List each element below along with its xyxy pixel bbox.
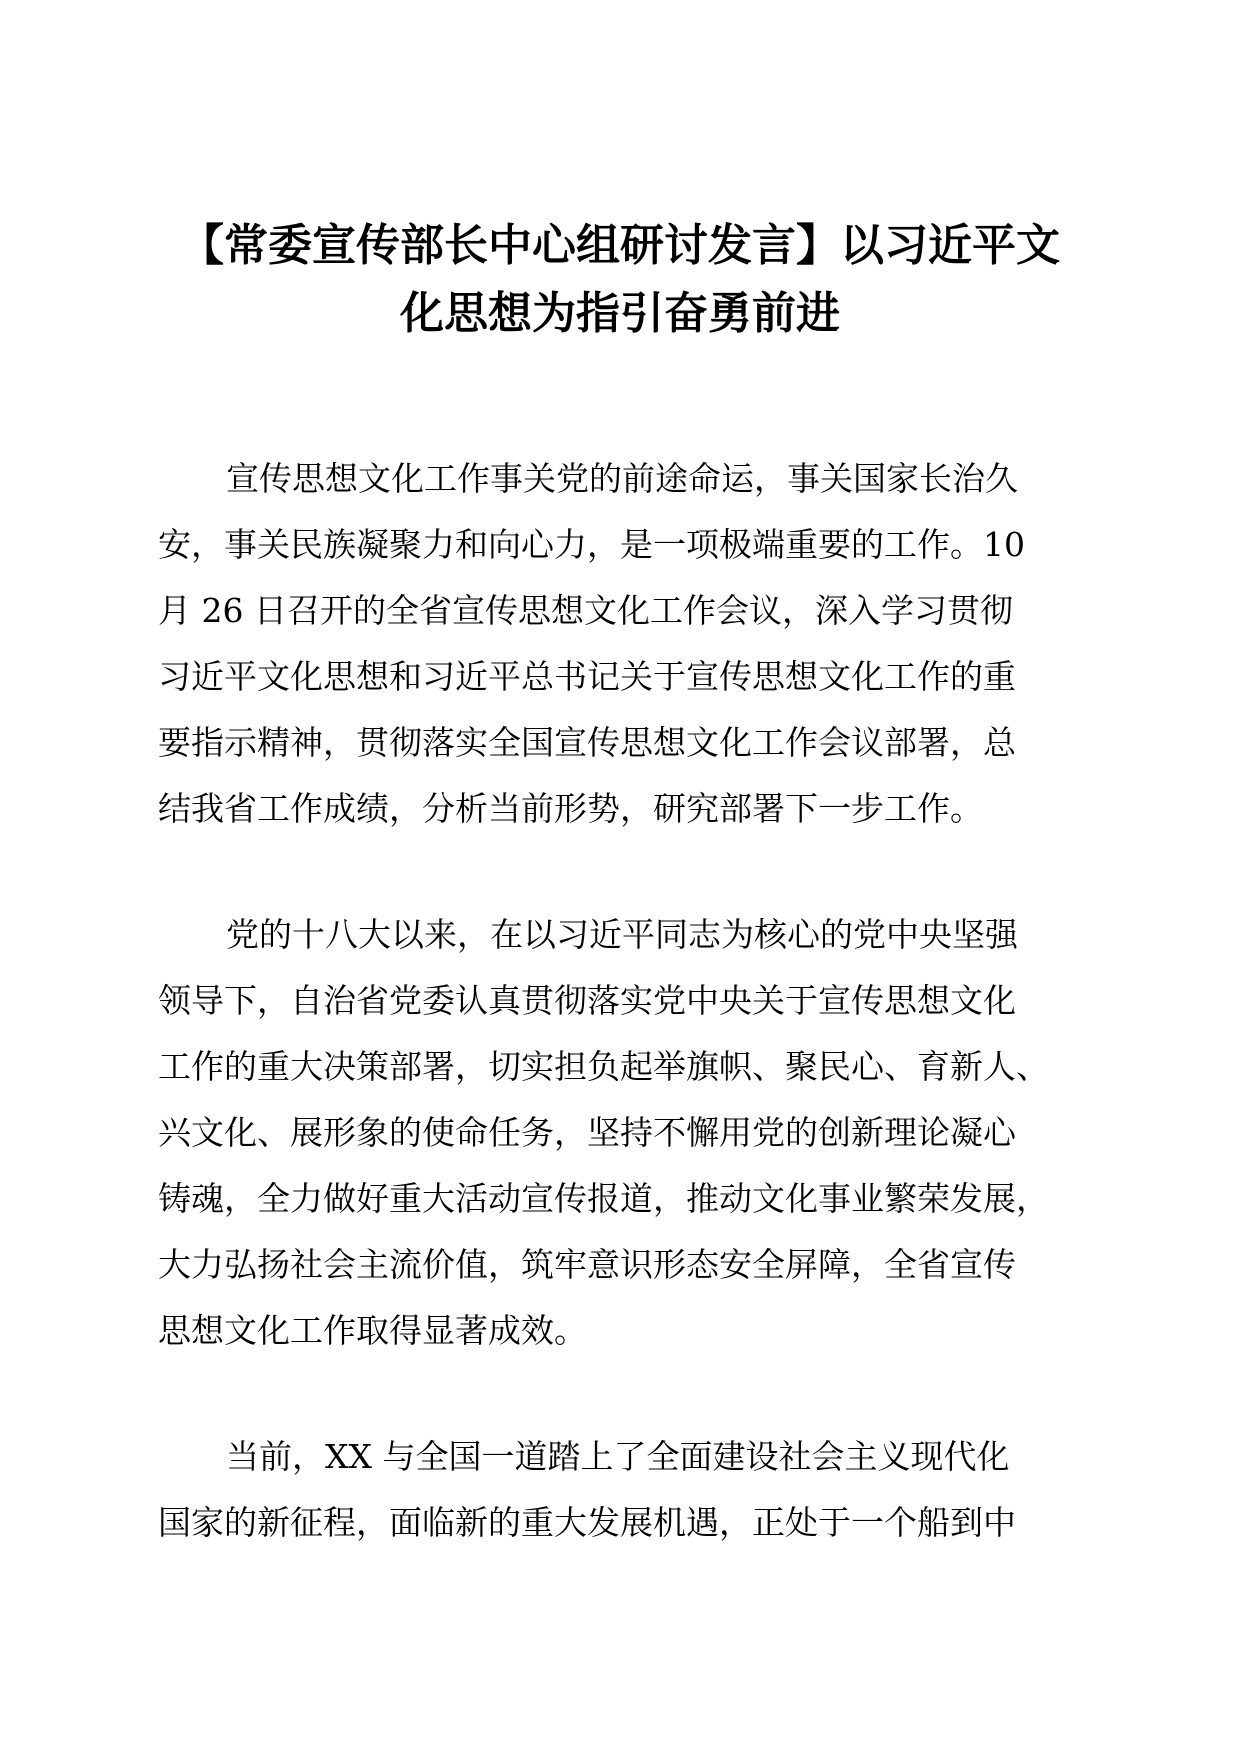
paragraph-line: 结我省工作成绩，分析当前形势，研究部署下一步工作。 — [158, 789, 983, 828]
paragraph-line: 思想文化工作取得显著成效。 — [158, 1311, 587, 1350]
paragraph-line: 习近平文化思想和习近平总书记关于宣传思想文化工作的重 — [158, 657, 1016, 696]
paragraph-line: 要指示精神，贯彻落实全国宣传思想文化工作会议部署，总 — [158, 723, 1016, 762]
paragraph-1 — [158, 446, 1098, 842]
paragraph-line: 安，事关民族凝聚力和向心力，是一项极端重要的工作。10 — [158, 525, 1025, 564]
title-line-1: 【常委宣传部长中心组研讨发言】以习近平文 — [180, 220, 1060, 271]
title-line-2: 化思想为指引奋勇前进 — [400, 288, 840, 339]
document-title — [150, 212, 1090, 348]
paragraph-line: 工作的重大决策部署，切实担负起举旗帜、聚民心、育新人、 — [158, 1047, 1049, 1086]
paragraph-line: 国家的新征程，面临新的重大发展机遇，正处于一个船到中 — [158, 1503, 1016, 1542]
paragraph-line: 月 26 日召开的全省宣传思想文化工作会议，深入学习贯彻 — [158, 591, 1013, 630]
paragraph-line: 大力弘扬社会主流价值，筑牢意识形态安全屏障，全省宣传 — [158, 1245, 1016, 1284]
paragraph-line: 党的十八大以来，在以习近平同志为核心的党中央坚强 — [226, 915, 1018, 954]
paragraph-3 — [158, 1424, 1098, 1556]
paragraph-2 — [158, 902, 1098, 1364]
paragraph-line: 宣传思想文化工作事关党的前途命运，事关国家长治久 — [226, 459, 1018, 498]
paragraph-line: 兴文化、展形象的使命任务，坚持不懈用党的创新理论凝心 — [158, 1113, 1016, 1152]
paragraph-line: 领导下，自治省党委认真贯彻落实党中央关于宣传思想文化 — [158, 981, 1016, 1020]
paragraph-line: 铸魂，全力做好重大活动宣传报道，推动文化事业繁荣发展， — [158, 1179, 1049, 1218]
paragraph-line: 当前，XX 与全国一道踏上了全面建设社会主义现代化 — [226, 1437, 1010, 1476]
